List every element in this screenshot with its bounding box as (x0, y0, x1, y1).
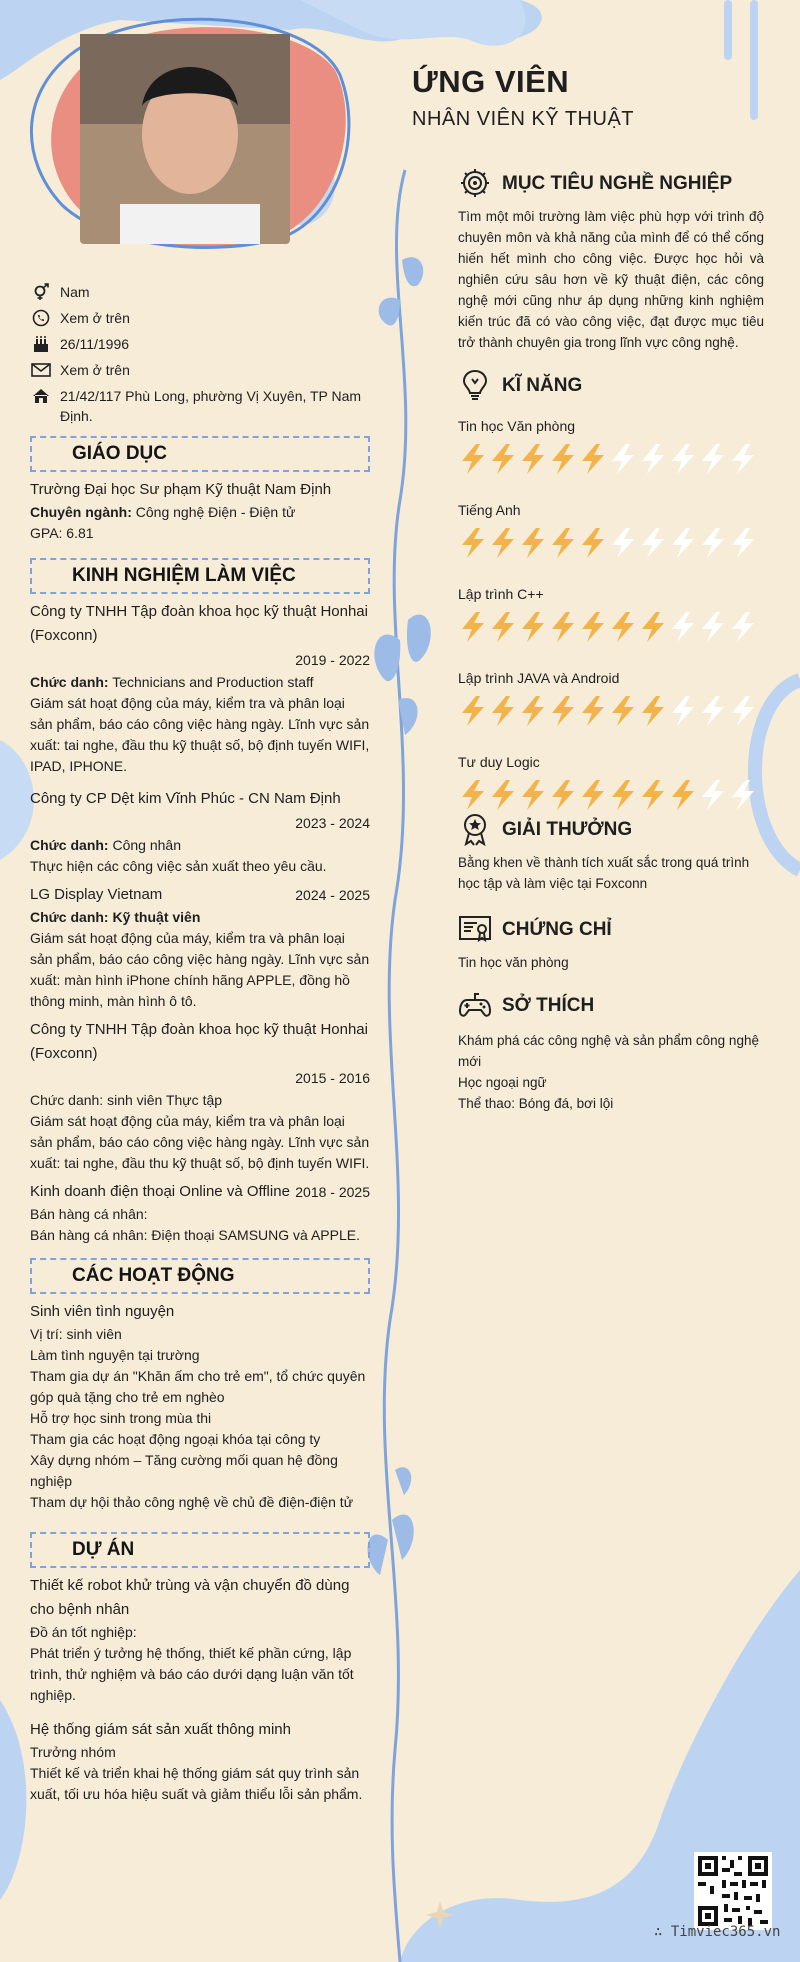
lightning-filled-icon (548, 610, 578, 644)
activity-line: Làm tình nguyện tại trường (30, 1347, 200, 1363)
project-title: Hệ thống giám sát sản xuất thông minh (30, 1721, 291, 1738)
lightning-empty-icon (728, 442, 758, 476)
project-description: Phát triển ý tưởng hệ thống, thiết kế phần cứng, lập trình, thử nghiệm và báo cáo dưới dạng luận văn tốt nghiệp. (30, 1645, 354, 1703)
skill-item (458, 752, 764, 812)
lightning-filled-icon (608, 610, 638, 644)
lightning-filled-icon (578, 526, 608, 560)
position: Bán hàng cá nhân: (30, 1206, 148, 1222)
lightning-filled-icon (518, 778, 548, 812)
envelope-icon (30, 360, 52, 380)
lightning-empty-icon (698, 610, 728, 644)
lightning-filled-icon (608, 778, 638, 812)
hobby-item: Học ngoại ngữ (458, 1075, 547, 1090)
experience-item (30, 883, 370, 1012)
candidate-name: ỨNG VIÊN (412, 64, 570, 99)
lightning-filled-icon (578, 694, 608, 728)
objective-heading: MỤC TIÊU NGHỀ NGHIỆP (458, 166, 764, 200)
home-icon (30, 386, 52, 406)
activity-title: Sinh viên tình nguyện (30, 1303, 175, 1320)
company-name: Kinh doanh điện thoại Online và Offline (30, 1183, 290, 1200)
hobbies-heading: SỞ THÍCH (458, 988, 764, 1022)
lightning-empty-icon (638, 526, 668, 560)
lightning-empty-icon (698, 694, 728, 728)
description: Giám sát hoạt động của máy, kiểm tra và phân loại sản phẩm, báo cáo công việc hàng ngày. Lĩnh vực sản xuất: màn hình iPhone chính hãng APPLE, đồng hồ thông minh, màn hình ô tô. (30, 930, 370, 1009)
lightning-filled-icon (548, 694, 578, 728)
experience-section (30, 558, 370, 1246)
skill-item (458, 416, 764, 476)
skill-name: Lập trình JAVA và Android (458, 670, 620, 686)
gender-icon (30, 282, 52, 302)
lightning-empty-icon (608, 526, 638, 560)
period: 2019 - 2022 (295, 652, 370, 668)
project-title: Thiết kế robot khử trùng và vận chuyển đồ dùng cho bệnh nhân (30, 1577, 350, 1618)
project-role: Đồ án tốt nghiệp: (30, 1624, 137, 1640)
company-name: Công ty TNHH Tập đoàn khoa học kỹ thuật Honhai (Foxconn) (30, 603, 368, 644)
lightning-empty-icon (698, 442, 728, 476)
lightning-filled-icon (458, 778, 488, 812)
lightning-filled-icon (458, 610, 488, 644)
certificates-text: Tin học văn phòng (458, 955, 569, 970)
skill-rating (458, 610, 764, 644)
major: Chuyên ngành: Công nghệ Điện - Điện tử (30, 504, 296, 520)
lightning-filled-icon (578, 778, 608, 812)
activities-heading: CÁC HOẠT ĐỘNG (30, 1258, 370, 1294)
period: 2018 - 2025 (295, 1184, 370, 1200)
lightning-filled-icon (458, 442, 488, 476)
lightning-filled-icon (488, 442, 518, 476)
hobby-item: Thể thao: Bóng đá, bơi lội (458, 1096, 614, 1111)
gamepad-icon (458, 988, 492, 1022)
company-name: Công ty TNHH Tập đoàn khoa học kỹ thuật Honhai (Foxconn) (30, 1021, 368, 1062)
lightning-filled-icon (518, 526, 548, 560)
lightning-filled-icon (578, 442, 608, 476)
activity-line: Xây dựng nhóm – Tăng cường mối quan hệ đồng nghiệp (30, 1452, 338, 1489)
project-item (30, 1574, 370, 1706)
company-name: Công ty CP Dệt kim Vĩnh Phúc - CN Nam Định (30, 790, 341, 807)
activity-line: Hỗ trợ học sinh trong mùa thi (30, 1410, 212, 1426)
activity-line: Tham gia dự án "Khăn ấm cho trẻ em", tổ chức quyên góp quà tặng cho trẻ em nghèo (30, 1368, 366, 1405)
company-name: LG Display Vietnam (30, 886, 163, 903)
project-role: Trưởng nhóm (30, 1744, 116, 1760)
period: 2024 - 2025 (295, 887, 370, 903)
projects-section (30, 1532, 370, 1805)
skill-item (458, 500, 764, 560)
birthday-cake-icon (30, 334, 52, 354)
activity-line: Tham gia các hoạt động ngoại khóa tại công ty (30, 1431, 321, 1447)
lightning-empty-icon (728, 526, 758, 560)
lightning-empty-icon (668, 694, 698, 728)
position: Chức danh: Công nhân (30, 837, 181, 853)
project-description: Thiết kế và triển khai hệ thống giám sát quy trình sản xuất, tối ưu hóa hiệu suất và giảm thiểu lỗi sản phẩm. (30, 1765, 363, 1802)
awards-text: Bằng khen về thành tích xuất sắc trong quá trình học tập và làm việc tại Foxconn (458, 855, 750, 891)
lightning-filled-icon (638, 778, 668, 812)
awards-section (458, 812, 764, 894)
lightning-empty-icon (668, 442, 698, 476)
lightning-filled-icon (638, 610, 668, 644)
lightning-empty-icon (608, 442, 638, 476)
skills-section (458, 368, 764, 836)
description: Thực hiện các công việc sản xuất theo yêu cầu. (30, 858, 327, 874)
skill-name: Tiếng Anh (458, 502, 521, 518)
experience-heading: KINH NGHIỆM LÀM VIỆC (30, 558, 370, 594)
skills-heading: KĨ NĂNG (458, 368, 764, 402)
lightning-empty-icon (698, 526, 728, 560)
lightning-filled-icon (548, 526, 578, 560)
lightning-empty-icon (668, 610, 698, 644)
education-heading: GIÁO DỤC (30, 436, 370, 472)
skills-list (458, 416, 764, 812)
skill-name: Lập trình C++ (458, 586, 544, 602)
objective-text: Tìm một môi trường làm việc phù hợp với trình độ chuyên môn và khả năng của mình để có thể cống hiến hết mình cho công việc. Được học hỏi và nghiên cứu sâu hơn về kỹ thuật điện, các công nghệ mới cũng như áp dụng những kinh nghiệm kiến trúc đã có vào công việc, đạt được mục tiêu trở thành chuyên gia trong lĩnh vực công nghệ. (458, 209, 764, 350)
contact-phone: Xem ở trên (30, 308, 370, 328)
lightning-empty-icon (728, 778, 758, 812)
activity-line: Vị trí: sinh viên (30, 1326, 122, 1342)
lightning-filled-icon (518, 694, 548, 728)
lightning-empty-icon (668, 526, 698, 560)
lightbulb-icon (458, 368, 492, 402)
lightning-filled-icon (518, 610, 548, 644)
lightning-filled-icon (668, 778, 698, 812)
period: 2023 - 2024 (295, 815, 370, 831)
hobbies-section (458, 988, 764, 1114)
contact-email: Xem ở trên (30, 360, 370, 380)
whatsapp-phone-icon (30, 308, 52, 328)
lightning-filled-icon (488, 694, 518, 728)
experience-item (30, 787, 370, 877)
lightning-empty-icon (698, 778, 728, 812)
experience-item (30, 1018, 370, 1174)
certificates-heading: CHỨNG CHỈ (458, 912, 764, 946)
lightning-filled-icon (548, 442, 578, 476)
contact-gender: Nam (30, 282, 370, 302)
skill-name: Tư duy Logic (458, 754, 540, 770)
lightning-filled-icon (548, 778, 578, 812)
description: Bán hàng cá nhân: Điện thoại SAMSUNG và APPLE. (30, 1227, 360, 1243)
brand-watermark: ∴ Timviec365.vn (654, 1924, 781, 1940)
lightning-empty-icon (728, 694, 758, 728)
experience-item (30, 1180, 370, 1246)
position: Chức danh: Technicians and Production staff (30, 674, 314, 690)
project-item (30, 1718, 370, 1805)
gear-target-icon (458, 166, 492, 200)
lightning-filled-icon (518, 442, 548, 476)
lightning-filled-icon (458, 694, 488, 728)
position: Chức danh: Kỹ thuật viên (30, 909, 201, 925)
avatar (80, 34, 290, 244)
projects-heading: DỰ ÁN (30, 1532, 370, 1568)
contact-info (30, 282, 370, 432)
activity-line: Tham dự hội thảo công nghệ về chủ đề điện-điện tử (30, 1494, 354, 1510)
education-section (30, 436, 370, 544)
awards-heading: GIẢI THƯỞNG (458, 812, 764, 846)
hobby-item: Khám phá các công nghệ và sản phẩm công nghệ mới (458, 1033, 759, 1069)
skill-rating (458, 778, 764, 812)
skill-item (458, 584, 764, 644)
job-title: NHÂN VIÊN KỸ THUẬT (412, 108, 634, 130)
certificates-section (458, 912, 764, 973)
experience-item (30, 600, 370, 777)
skill-rating (458, 442, 764, 476)
lightning-filled-icon (578, 610, 608, 644)
lightning-filled-icon (608, 694, 638, 728)
lightning-filled-icon (458, 526, 488, 560)
contact-address: 21/42/117 Phù Long, phường Vị Xuyên, TP Nam Định. (30, 386, 370, 426)
certificate-icon (458, 912, 492, 946)
position: Chức danh: sinh viên Thực tập (30, 1092, 223, 1108)
lightning-filled-icon (488, 778, 518, 812)
skill-rating (458, 526, 764, 560)
period: 2015 - 2016 (295, 1070, 370, 1086)
lightning-filled-icon (488, 610, 518, 644)
lightning-filled-icon (488, 526, 518, 560)
skill-item (458, 668, 764, 728)
lightning-filled-icon (638, 694, 668, 728)
lightning-empty-icon (638, 442, 668, 476)
gpa: GPA: 6.81 (30, 525, 94, 541)
objective-section (458, 166, 764, 353)
qr-code (694, 1852, 772, 1930)
skill-rating (458, 694, 764, 728)
contact-birthday: 26/11/1996 (30, 334, 370, 354)
description: Giám sát hoạt động của máy, kiểm tra và phân loại sản phẩm, báo cáo công việc hàng ngày. Lĩnh vực sản xuất: tai nghe, đầu thu kỹ thuật số, bộ định tuyến WIFI. (30, 1113, 370, 1171)
award-medal-icon (458, 812, 492, 846)
activities-section (30, 1258, 370, 1513)
school-name: Trường Đại học Sư phạm Kỹ thuật Nam Định (30, 481, 332, 498)
skill-name: Tin học Văn phòng (458, 418, 576, 434)
description: Giám sát hoạt động của máy, kiểm tra và phân loại sản phẩm, báo cáo công việc hàng ngày. Lĩnh vực sản xuất: tai nghe, đầu thu kỹ thuật số, bộ định tuyến WIFI, IPAD, IPHONE. (30, 695, 370, 774)
lightning-empty-icon (728, 610, 758, 644)
